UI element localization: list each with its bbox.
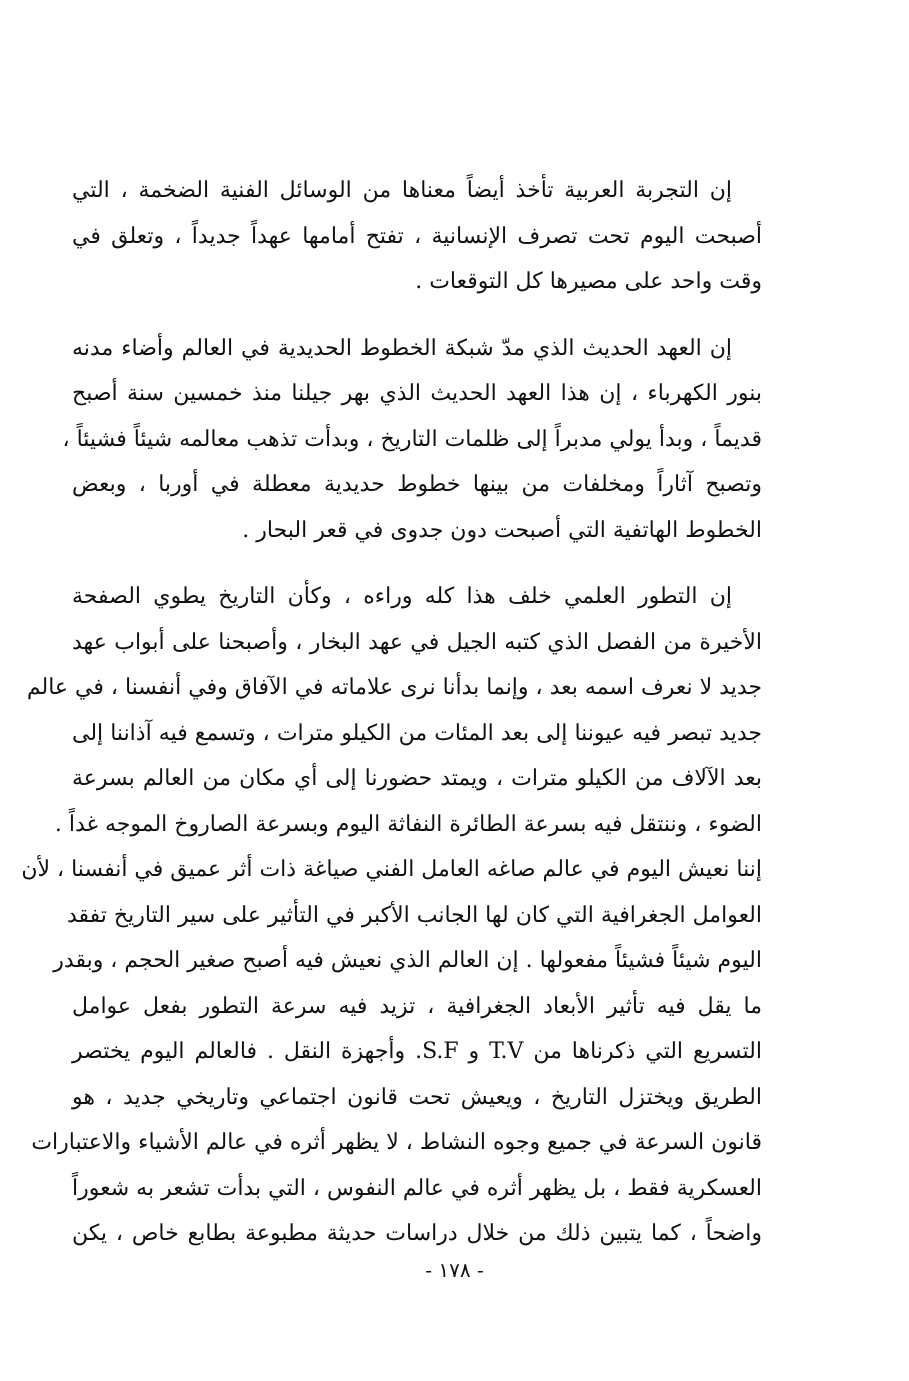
text-line: أصبحت اليوم تحت تصرف الإنسانية ، تفتح أمامها عهداً جديداً ، وتعلق في bbox=[72, 223, 762, 249]
text-line: التسريع التي ذكرناها من T.V و S.F. وأجهزة النقل . فالعالم اليوم يختصر bbox=[72, 1039, 762, 1064]
text-line: العسكرية فقط ، بل يظهر أثره في عالم النفوس ، التي بدأت تشعر به شعوراً bbox=[72, 1175, 762, 1201]
page-body bbox=[21, 168, 762, 1257]
text-line: الأخيرة من الفصل الذي كتبه الجيل في عهد البخار ، وأصبحنا على أبواب عهد bbox=[72, 629, 762, 655]
text-line: الخطوط الهاتفية التي أصبحت دون جدوى في قعر البحار . bbox=[242, 517, 762, 543]
text-line: وقت واحد على مصيرها كل التوقعات . bbox=[415, 269, 762, 294]
text-line: جديد تبصر فيه عيوننا إلى بعد المئات من الكيلو مترات ، وتسمع فيه آذاننا إلى bbox=[72, 720, 762, 746]
paragraph-2 bbox=[62, 326, 762, 554]
text-line: اليوم شيئاً فشيئاً مفعولها . إن العالم الذي نعيش فيه أصبح صغير الحجم ، وبقدر bbox=[53, 948, 762, 973]
text-line: قانون السرعة في جميع وجوه النشاط ، لا يظهر أثره في عالم الأشياء والاعتبارات bbox=[31, 1130, 762, 1155]
paragraph-gap bbox=[72, 553, 762, 574]
text-line: واضحاً ، كما يتبين ذلك من خلال دراسات حديثة مطبوعة بطابع خاص ، يكن bbox=[72, 1221, 762, 1246]
text-line: إننا نعيش اليوم في عالم صاغه العامل الفني صياغة ذات أثر عميق في أنفسنا ، لأن bbox=[21, 857, 762, 882]
text-line: جديد لا نعرف اسمه بعد ، وإنما بدأنا نرى علاماته في الآفاق وفي أنفسنا ، في عالم bbox=[26, 675, 762, 700]
text-line: بنور الكهرباء ، إن هذا العهد الحديث الذي بهر جيلنا منذ خمسين سنة أصبح bbox=[72, 381, 762, 406]
text-line: قديماً ، وبدأ يولي مدبراً إلى ظلمات التاريخ ، وبدأت تذهب معالمه شيئاً فشيئاً ، bbox=[62, 426, 762, 452]
paragraph-gap bbox=[72, 305, 762, 326]
text-line: وتصبح آثاراً ومخلفات من بينها خطوط حديدية معطلة في أوربا ، وبعض bbox=[72, 472, 762, 497]
text-line: إن العهد الحديث الذي مدّ شبكة الخطوط الحديدية في العالم وأضاء مدنه bbox=[72, 335, 732, 361]
page-number: - ١٧٨ - bbox=[425, 1258, 484, 1282]
text-line: العوامل الجغرافية التي كان لها الجانب الأكبر في التأثير على سير التاريخ تفقد bbox=[66, 902, 762, 928]
paragraph-3 bbox=[21, 574, 762, 1257]
text-line: الطريق ويختزل التاريخ ، ويعيش تحت قانون اجتماعي وتاريخي جديد ، هو bbox=[72, 1084, 762, 1110]
text-line: بعد الآلاف من الكيلو مترات ، ويمتد حضورنا إلى أي مكان من العالم بسرعة bbox=[72, 766, 762, 791]
text-line: إن التجربة العربية تأخذ أيضاً معناها من الوسائل الفنية الضخمة ، التي bbox=[72, 178, 732, 203]
text-line: ما يقل فيه تأثير الأبعاد الجغرافية ، تزيد فيه سرعة التطور بفعل عوامل bbox=[72, 993, 762, 1019]
paragraph-1 bbox=[72, 168, 762, 305]
text-line: إن التطور العلمي خلف هذا كله وراءه ، وكأن التاريخ يطوي الصفحة bbox=[72, 584, 732, 609]
text-line: الضوء ، وننتقل فيه بسرعة الطائرة النفاثة اليوم وبسرعة الصاروخ الموجه غداً . bbox=[54, 811, 762, 837]
